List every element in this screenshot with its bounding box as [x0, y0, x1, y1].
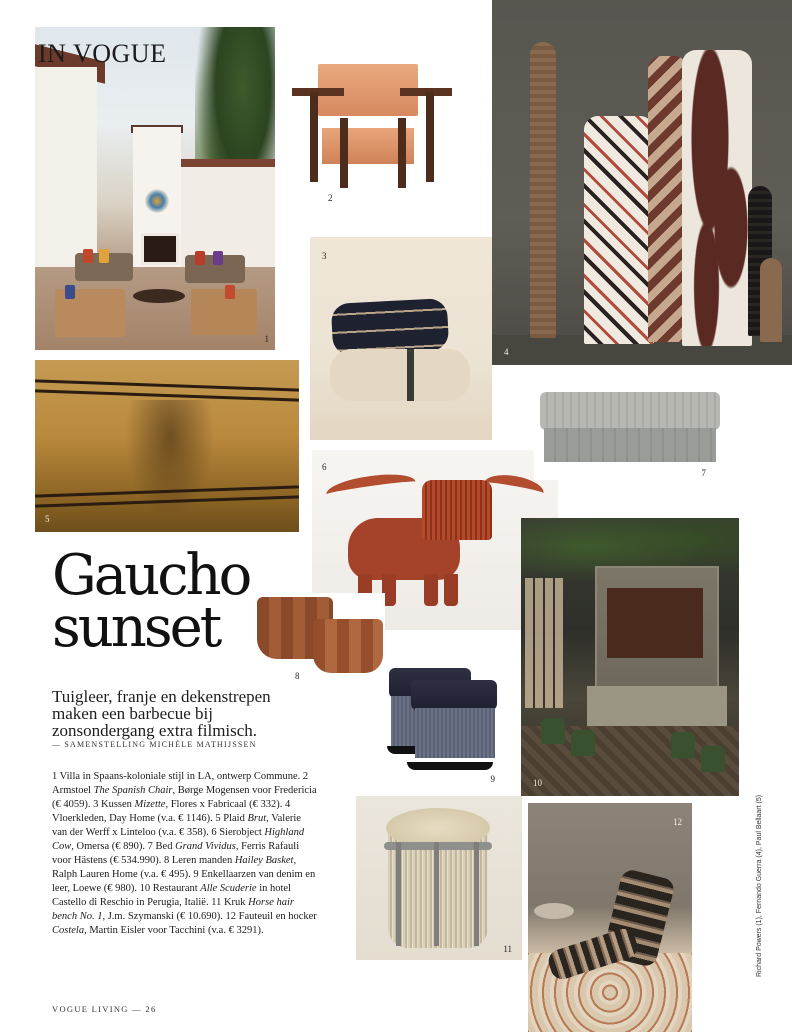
photo-rugs — [492, 0, 792, 365]
caption-item: 2 Armstoel The Spanish Chair, Børge Mogensen voor Fredericia (€ 4059). — [52, 771, 317, 810]
caption-item: 12 Fauteuil en hocker Costela, Martin Eisler voor Tacchini (v.a. € 3291). — [52, 911, 317, 936]
photo-number: 7 — [701, 468, 706, 478]
photo-number: 3 — [322, 251, 327, 261]
caption-item: 10 Restaurant Alle Scuderie in hotel Castello di Reschio in Perugia, Italië. — [52, 883, 291, 908]
photo-horse-hair-bench — [356, 796, 522, 960]
photo-villa — [35, 27, 275, 350]
headline-line-1: Gaucho — [52, 543, 250, 608]
deck-text: Tuigleer, franje en dekenstrepen maken een barbecue bij zonsondergang extra filmisch. — [52, 687, 271, 740]
headline — [52, 543, 262, 660]
photo-number: 4 — [504, 347, 509, 357]
caption-item: 11 Kruk Horse hair bench No. 1, J.m. Szymanski (€ 10.690). — [52, 897, 294, 922]
photo-number: 1 — [264, 334, 269, 344]
photo-credit-text: Richard Powers (1), Fernando Guerra (4), Paul Bellaart (5) — [756, 794, 763, 977]
section-title: IN VOGUE — [38, 39, 167, 68]
headline-line-2: sunset — [52, 595, 220, 660]
photo-bed — [534, 388, 726, 480]
photo-costela-chair — [528, 803, 692, 1032]
caption-item: 8 Leren manden Hailey Basket, Ralph Lauren Home (v.a. € 495). — [52, 855, 297, 880]
photo-number: 6 — [322, 462, 327, 472]
photo-cushions — [310, 237, 492, 440]
captions — [52, 770, 318, 938]
photo-number: 2 — [328, 193, 333, 203]
caption-item: 5 Plaid Brut, Valerie van der Werff x Linteloo (v.a. € 358). — [52, 813, 301, 838]
photo-number: 8 — [295, 671, 300, 681]
photo-number: 9 — [490, 774, 495, 784]
caption-item: 6 Sierobject Highland Cow, Omersa (€ 890). — [52, 827, 305, 852]
photo-restaurant — [521, 518, 739, 796]
author-credit: — SAMENSTELLING MICHÈLE MATHIJSSEN — [52, 740, 257, 749]
photo-credit — [756, 794, 768, 977]
photo-number: 10 — [533, 778, 542, 788]
photo-number: 5 — [45, 514, 50, 524]
photo-number: 12 — [673, 817, 682, 827]
photo-spanish-chair — [288, 58, 456, 203]
photo-ankle-boots — [385, 666, 503, 784]
page-footer: VOGUE LIVING — 26 — [52, 1004, 157, 1014]
caption-item: 9 Enkellaarzen van denim en leer, Loewe (€ 980). — [52, 869, 316, 894]
caption-item: 1 Villa in Spaans-koloniale stijl in LA, ontwerp Commune. — [52, 771, 301, 782]
caption-item: 4 Vloerkleden, Day Home (v.a. € 1146). — [52, 799, 291, 824]
photo-plaid — [35, 360, 299, 532]
caption-item: 7 Bed Grand Vividus, Ferris Rafauli voor Hästens (€ 534.990). — [52, 841, 300, 866]
photo-baskets — [255, 593, 385, 685]
caption-item: 3 Kussen Mizette, Flores x Fabricaal (€ 332). — [93, 799, 283, 810]
photo-number: 11 — [503, 944, 512, 954]
